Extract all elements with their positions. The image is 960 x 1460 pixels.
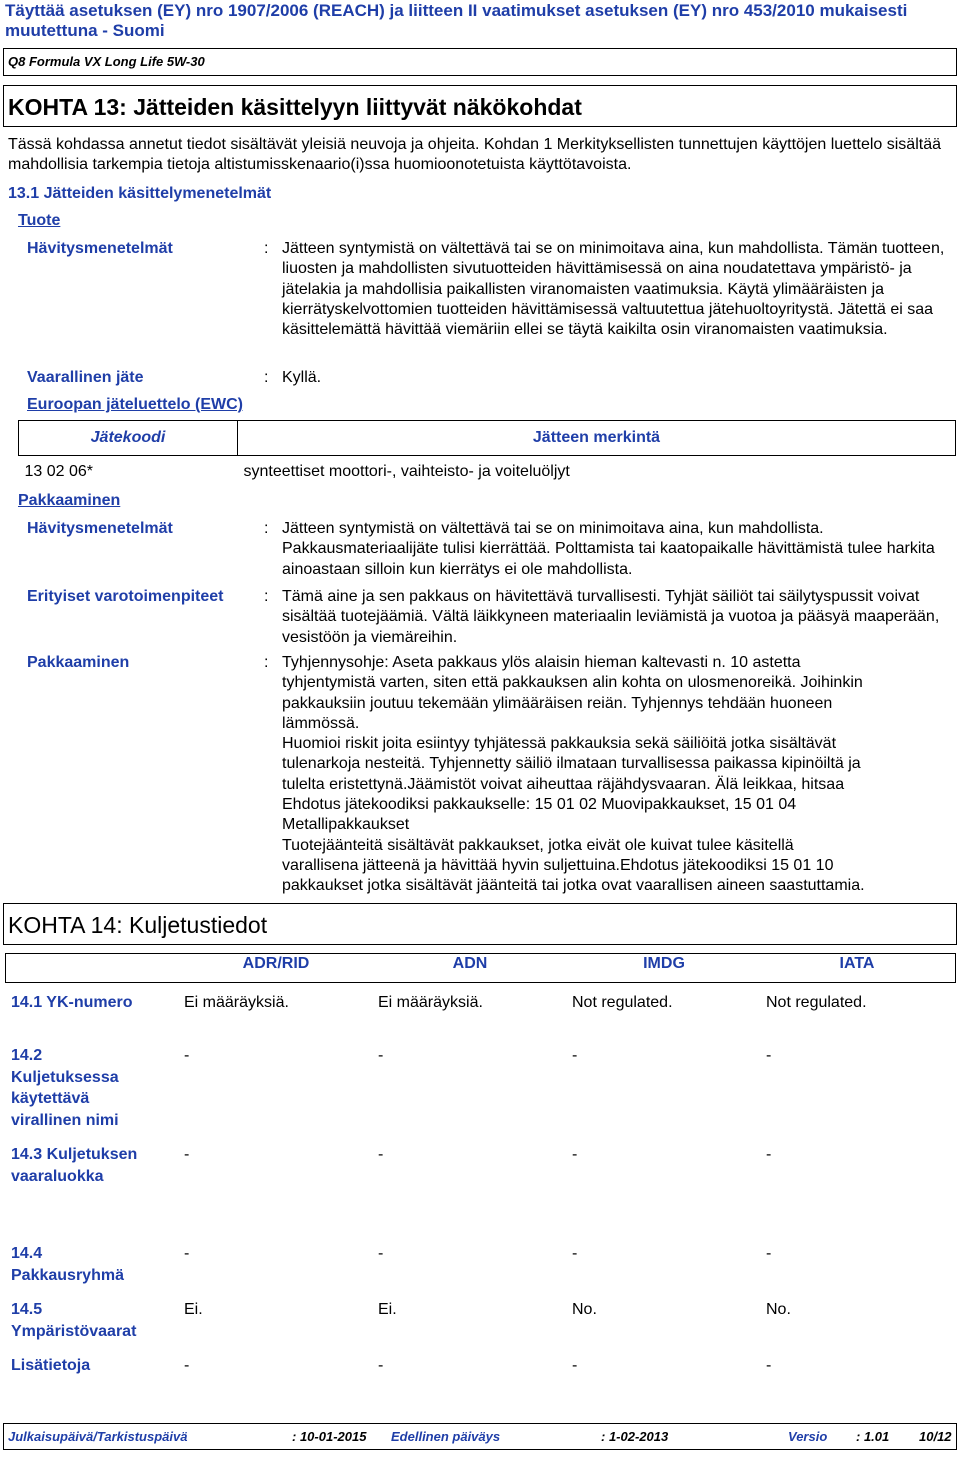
cell-imdg: - [572,1047,578,1064]
ewc-table-header [19,421,956,456]
row-label-additional-info: Lisätietoja [11,1357,91,1374]
cell-adr: - [184,1357,190,1374]
cell-iata: Not regulated. [766,994,867,1011]
packaging-line: lämmössä. [282,714,360,732]
footer [3,1423,957,1450]
table-row [19,456,956,489]
special-precautions-text: Tämä aine ja sen pakkaus on hävitettävä turvallisesti. Tyhjät säiliöt tai säilytyspussit voivat sisältää tuotejäämiä. Vältä läikkyneen materiaalin leviämistä ja vuotoa ja pääsyä maaperään, vesistöön ja viemäreihin. [282,588,940,646]
col-iata: IATA [839,955,875,972]
ewc-table [18,420,956,488]
packaging-line: Tuotejäänteitä sisältävät pakkaukset, jotka eivät ole kuivat tulee käsitellä [282,836,794,854]
packaging-line: Tyhjennysohje: Aseta pakkaus ylös alaisin hieman kaltevasti n. 10 astetta [282,654,801,671]
cell-adr: Ei. [184,1301,203,1318]
disposal-methods-text: Jätteen syntymistä on vältettävä tai se on minimoitava aina, kun mahdollista. Tämän tuotteen, liuosten ja mahdollisten sivutuotteiden hävittämisessä on aina noudatettava ympäristö- ja jätelakia ja mahdollisia paikallisten viranomaisten vaatimuksia. Käytä ylimääräisten ja kierrätyskelvottomien tuotteiden hävittämisessä valtuutettua jätehuoltoyritystä. Jätettä ei saa käsittelemättä hävittää viemäriin ellei se täytä kaikilta osin viranomaisten vaatimuksia. [282,240,945,339]
issue-date-label: Julkaisupäivä/Tarkistuspäivä [8,1429,188,1444]
previous-date-label: Edellinen päiväys [391,1429,501,1444]
version-value: : 1.01 [856,1429,890,1444]
pack-disposal-label: Hävitysmenetelmät [27,520,173,537]
cell-imdg: Not regulated. [572,994,673,1011]
packaging-line: varallisena jätteenä ja hävittää hyvin suljettuina.Ehdotus jätekoodiksi 15 01 10 [282,856,834,874]
packaging-line: tyhjentymistä varten, siten että pakkauksen alin kohta on ulosmenoreikä. Joihinkin [282,674,863,692]
pack-disposal-text: Jätteen syntymistä on vältettävä tai se on minimoitava aina, kun mahdollista. Pakkausmateriaalijäte tulisi kierrättää. Polttamista tai kaatopaikalle hävittämistä tulee harkita ainoastaan silloin kun kierrätys ei ole mahdollista. [282,520,935,578]
row-label-un-number: 14.1 YK-numero [11,994,133,1011]
ewc-link[interactable]: Euroopan jäteluettelo (EWC) [27,396,243,413]
special-precautions-label: Erityiset varotoimenpiteet [27,588,224,605]
section-13-heading-box [3,85,957,127]
hazardous-waste-value: Kyllä. [282,369,322,386]
product-name-box [3,48,957,76]
col-adn: ADN [452,955,488,972]
packaging-line: tulenarkoja nesteitä. Tyhjennetty säiliö ilmataan turvallisessa paikassa kipinöiltä ja [282,755,861,773]
cell-adr: Ei määräyksiä. [184,994,289,1011]
packaging-label: Pakkaaminen [27,654,130,671]
row-label-packing-group: 14.4 Pakkausryhmä [11,1245,124,1284]
previous-date-value: : 1-02-2013 [601,1429,669,1444]
packaging-line: Ehdotus jätekoodiksi pakkaukselle: 15 01 02 Muovipakkaukset, 15 01 04 [282,796,797,814]
document-title: Täyttää asetuksen (EY) nro 1907/2006 (REACH) ja liitteen II vaatimukset asetuksen (EY) nro 453/2010 mukaisesti muutettuna - Suomi [5,1,908,40]
col-adr-rid: ADR/RID [242,955,310,972]
cell-iata: - [766,1047,772,1064]
colon: : [264,369,269,386]
packaging-line: Huomioi riskit joita esiintyy tyhjätessä pakkauksia sekä säiliöitä jotka sisältävät [282,735,837,753]
cell-imdg: - [572,1146,578,1163]
row-label-environmental-hazards: 14.5 Ympäristövaarat [11,1301,137,1340]
ewc-col-description: Jätteen merkintä [238,421,956,456]
cell-adn: - [378,1357,384,1374]
packaging-text [282,653,957,897]
colon: : [264,588,269,605]
product-link[interactable]: Tuote [18,212,61,229]
ewc-code: 13 02 06* [24,463,94,480]
colon: : [264,240,269,257]
packaging-line: pakkauksiin joutuu tekemään ylimääräisen reiän. Tyhjennys tehdään huoneen [282,694,833,712]
subsection-13-1-heading: 13.1 Jätteiden käsittelymenetelmät [8,185,272,202]
packaging-link[interactable]: Pakkaaminen [18,492,121,509]
row-label-hazard-class: 14.3 Kuljetuksen vaaraluokka [11,1146,138,1185]
cell-imdg: - [572,1245,578,1262]
cell-adn: Ei. [378,1301,397,1318]
cell-adn: - [378,1146,384,1163]
cell-adr: - [184,1146,190,1163]
col-imdg: IMDG [643,955,685,972]
cell-adn: Ei määräyksiä. [378,994,483,1011]
version-label: Versio [788,1429,828,1444]
section-13-heading: KOHTA 13: Jätteiden käsittelyyn liittyvät näkökohdat [8,94,582,120]
cell-adr: - [184,1245,190,1262]
packaging-line: Metallipakkaukset [282,816,410,834]
product-name: Q8 Formula VX Long Life 5W-30 [8,54,205,69]
cell-imdg: No. [572,1301,597,1318]
hazardous-waste-label: Vaarallinen jäte [27,369,144,386]
cell-adn: - [378,1245,384,1262]
cell-adn: - [378,1047,384,1064]
cell-iata: No. [766,1301,791,1318]
ewc-description: synteettiset moottori-, vaihteisto- ja voiteluöljyt [243,463,570,480]
issue-date-value: : 10-01-2015 [292,1429,367,1444]
colon: : [264,654,269,671]
page-number: 10/12 [919,1429,952,1444]
cell-imdg: - [572,1357,578,1374]
packaging-line: pakkaukset jotka sisältävät jäänteitä tai jotka ovat vaarallisen aineen saastuttamia. [282,877,865,895]
section-13-intro: Tässä kohdassa annetut tiedot sisältävät yleisiä neuvoja ja ohjeita. Kohdan 1 Merkityksellisten tunnettujen käyttöjen luettelo sisältää mahdollisia tarkempia tietoja altistumisskenaario(i)ssa huomioonotetuista käyttötavoista. [8,136,941,174]
packaging-line: tulelta eristettynä.Jäämistöt voivat aiheuttaa räjähdysvaaran. Älä leikkaa, hitsaa [282,775,845,793]
cell-iata: - [766,1245,772,1262]
cell-iata: - [766,1146,772,1163]
disposal-methods-label: Hävitysmenetelmät [27,240,173,257]
cell-adr: - [184,1047,190,1064]
section-14-heading: KOHTA 14: Kuljetustiedot [8,912,268,938]
row-label-shipping-name: 14.2 Kuljetuksessa käytettävä virallinen nimi [11,1047,119,1129]
cell-iata: - [766,1357,772,1374]
colon: : [264,520,269,537]
section-14-heading-box [3,903,957,945]
ewc-col-code: Jätekoodi [19,421,238,456]
